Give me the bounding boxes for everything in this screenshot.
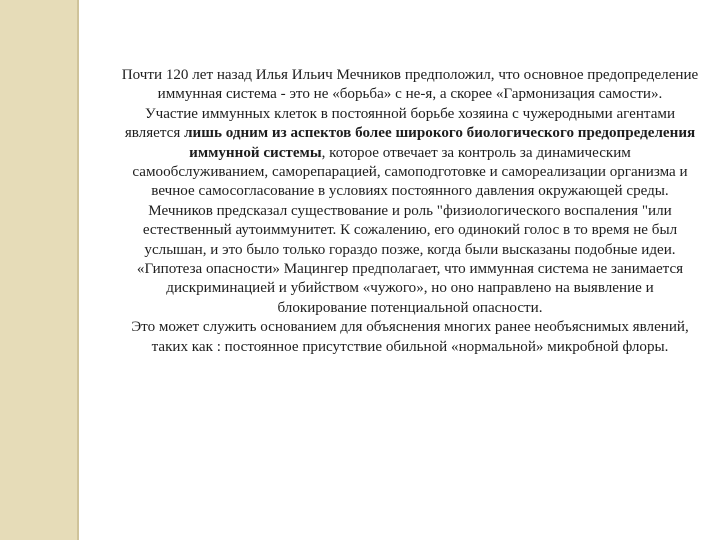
paragraph-part: Участие иммунных клеток в постоянной борьбе хозяина с чужеродными агентами является [124, 105, 676, 142]
paragraph-immune-cells-role [120, 105, 700, 202]
sidebar-edge-line [77, 0, 79, 540]
paragraph-part: , которое отвечает за контроль за динамическим самообслуживанием, саморепарацией, самоподготовке и самореализации организма и вечное самосогласование в условиях постоянного давления окружающей среды. [132, 144, 688, 200]
paragraph-mechnikov-hypothesis: Почти 120 лет назад Илья Ильич Мечников предположил, что основное предопределение иммунная система - это не «борьба» с не-я, а скорее «Гармонизация самости». [121, 67, 699, 103]
paragraph-danger-hypothesis: «Гипотеза опасности» Мацингер предполагает, что иммунная система не занимается дискриминацией и убийством «чужого», но оно направлено на выявление и блокирование потенциальной опасности. [136, 261, 684, 316]
paragraph-conclusion: Это может служить основанием для объяснения многих ранее необъяснимых явлений, таких как : постоянное присутствие обильной «нормальной» микробной флоры. [131, 319, 689, 355]
emphasized-phrase: лишь одним из аспектов более широкого биологического предопределения иммунной системы [184, 125, 696, 161]
slide-text-body [120, 66, 700, 357]
paragraph-physiological-inflammation: Мечников предсказал существование и роль "физиологического воспаления "или естественный аутоиммунитет. К сожалению, его одинокий голос в то время не был услышан, и это было только гораздо позже, когда были высказаны подобные идеи. [142, 202, 678, 258]
decorative-sidebar [0, 0, 77, 540]
